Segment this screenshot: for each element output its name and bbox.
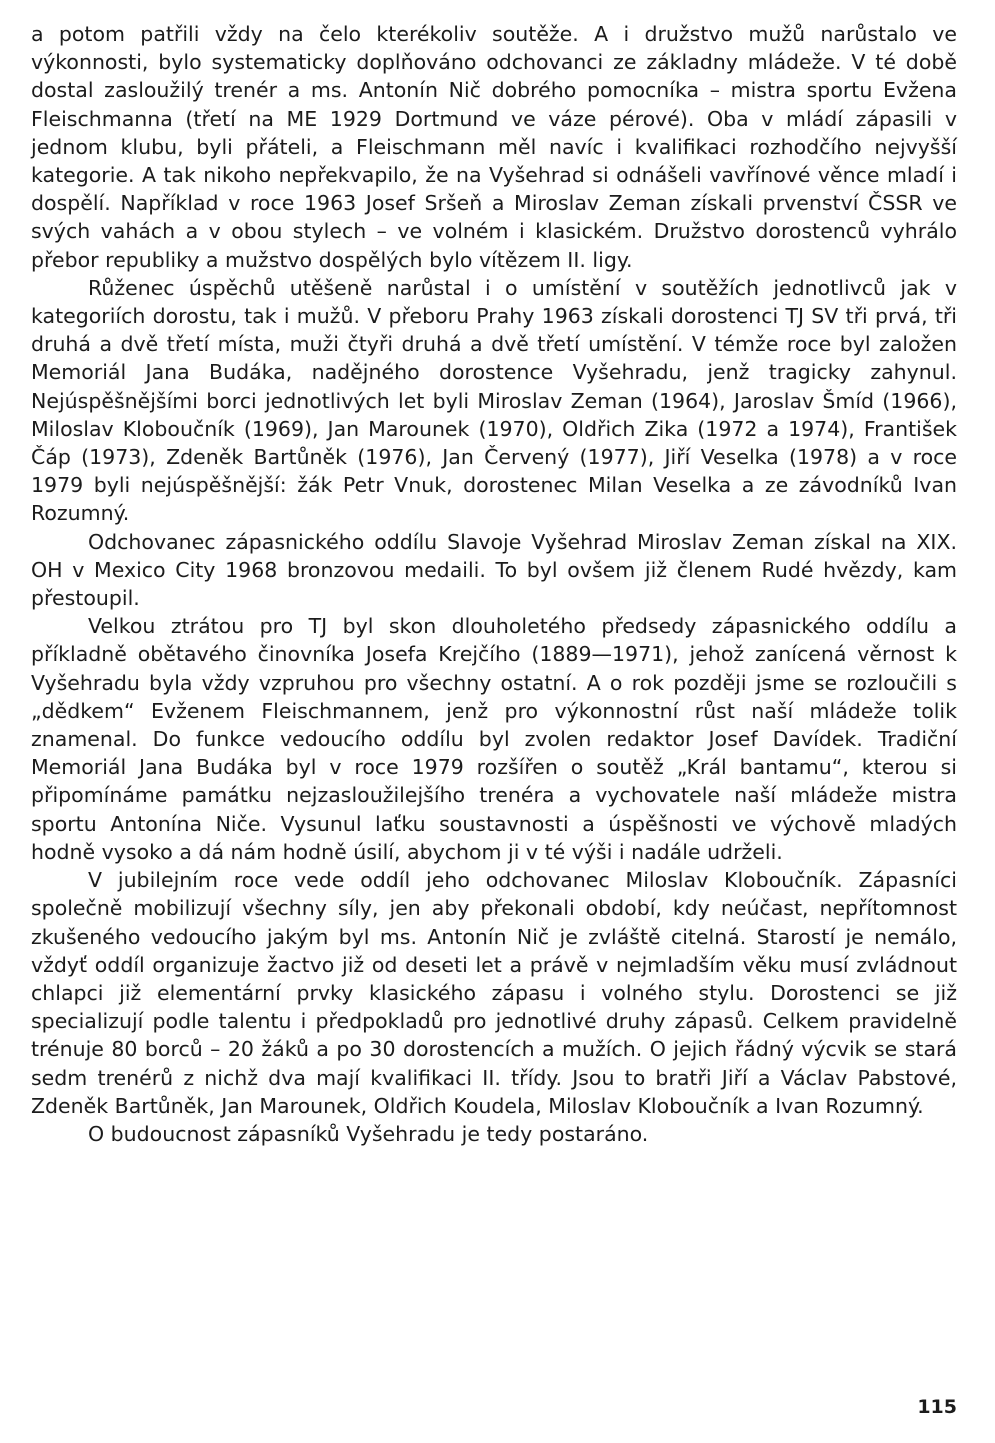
paragraph-6: O budoucnost zápasníků Vyšehradu je tedy postaráno.: [88, 1121, 649, 1146]
paragraph-5: V jubilejním roce vede oddíl jeho odchovanec Miloslav Kloboučník. Zápasníci společně mobilizují všechny síly, jen aby překonali období, kdy neúčast, nepřítomnost zkušeného vedoucího jakým byl ms. Antonín Nič je zvláště citelná. Starostí je nemálo, vždyť oddíl organizuje žactvo již od deseti let a právě v nejmladším věku musí zvládnout chlapci již elementární prvky klasického zápasu i volného stylu. Dorostenci se již specializují podle talentu i předpokladů pro jednotlivé druhy zápasů. Celkem pravidelně trénuje 80 borců – 20 žáků a po 30 dorostencích a mužích. O jejich řádný výcvik se stará sedm trenérů z nichž dva mají kvalifikaci II. třídy. Jsou to bratři Jiří a Václav Pabstové, Zdeněk Bartůněk, Jan Marounek, Oldřich Koudela, Miloslav Kloboučník a Ivan Rozumný.: [31, 868, 957, 1118]
paragraph-3: Odchovanec zápasnického oddílu Slavoje Vyšehrad Miroslav Zeman získal na XIX. OH v Mexico City 1968 bronzovou medaili. To byl ovšem již členem Rudé hvězdy, kam přestoupil.: [31, 529, 957, 611]
paragraph-2: Růženec úspěchů utěšeně narůstal i o umístění v soutěžích jednotlivců jak v kategoriích dorostu, tak i mužů. V přeboru Prahy 1963 získali dorostenci TJ SV tři prvá, tři druhá a dvě třetí místa, muži čtyři druhá a dvě třetí umístění. V témže roce byl založen Memoriál Jana Budáka, nadějného dorostence Vyšehradu, jenž tragicky zahynul. Nejúspěšnějšími borci jednotlivých let byli Miroslav Zeman (1964), Jaroslav Šmíd (1966), Miloslav Kloboučník (1969), Jan Marounek (1970), Oldřich Zika (1972 a 1974), František Čáp (1973), Zdeněk Bartůněk (1976), Jan Červený (1977), Jiří Veselka (1978) a v roce 1979 byli nejúspěšnější: žák Petr Vnuk, dorostenec Milan Veselka a ze závodníků Ivan Rozumný.: [31, 275, 957, 526]
page-number: 115: [917, 1396, 957, 1418]
paragraph-1: a potom patřili vždy na čelo kterékoliv soutěže. A i družstvo mužů narůstalo ve výkonnosti, bylo systematicky doplňováno odchovanci ze základny mládeže. V té době dostal zasloužilý trenér a ms. Antonín Nič dobrého pomocníka – mistra sportu Evžena Fleischmanna (třetí na ME 1929 Dortmund ve váze pérové). Oba v mládí zápasili v jednom klubu, byli přáteli, a Fleischmann měl navíc i kvalifikaci rozhodčího nejvyšší kategorie. A tak nikoho nepřekvapilo, že na Vyšehrad si odnášeli vavřínové věnce mladí i dospělí. Například v roce 1963 Josef Sršeň a Miroslav Zeman získali prvenství ČSSR ve svých vahách a v obou stylech – ve volném i klasickém. Družstvo dorostenců vyhrálo přebor republiky a mužstvo dospělých bylo vítězem II. ligy.: [31, 22, 957, 272]
paragraph-4: Velkou ztrátou pro TJ byl skon dlouholetého předsedy zápasnického oddílu a příkladně obětavého činovníka Josefa Krejčího (1889—1971), jehož zanícená věrnost k Vyšehradu byla vždy vzpruhou pro všechny ostatní. A o rok později jsme se rozloučili s „dědkem“ Evženem Fleischmannem, jenž pro výkonnostní růst naší mládeže tolik znamenal. Do funkce vedoucího oddílu byl zvolen redaktor Josef Davídek. Tradiční Memoriál Jana Budáka byl v roce 1979 rozšířen o soutěž „Král bantamu“, kterou si připomínáme památku nejzasloužilejšího trenéra a vychovatele naší mládeže mistra sportu Antonína Niče. Vysunul laťku soustavnosti a úspěšnosti ve výchově mladých hodně vysoko a dá nám hodně úsilí, abychom ji v té výši i nadále udrželi.: [31, 614, 957, 864]
